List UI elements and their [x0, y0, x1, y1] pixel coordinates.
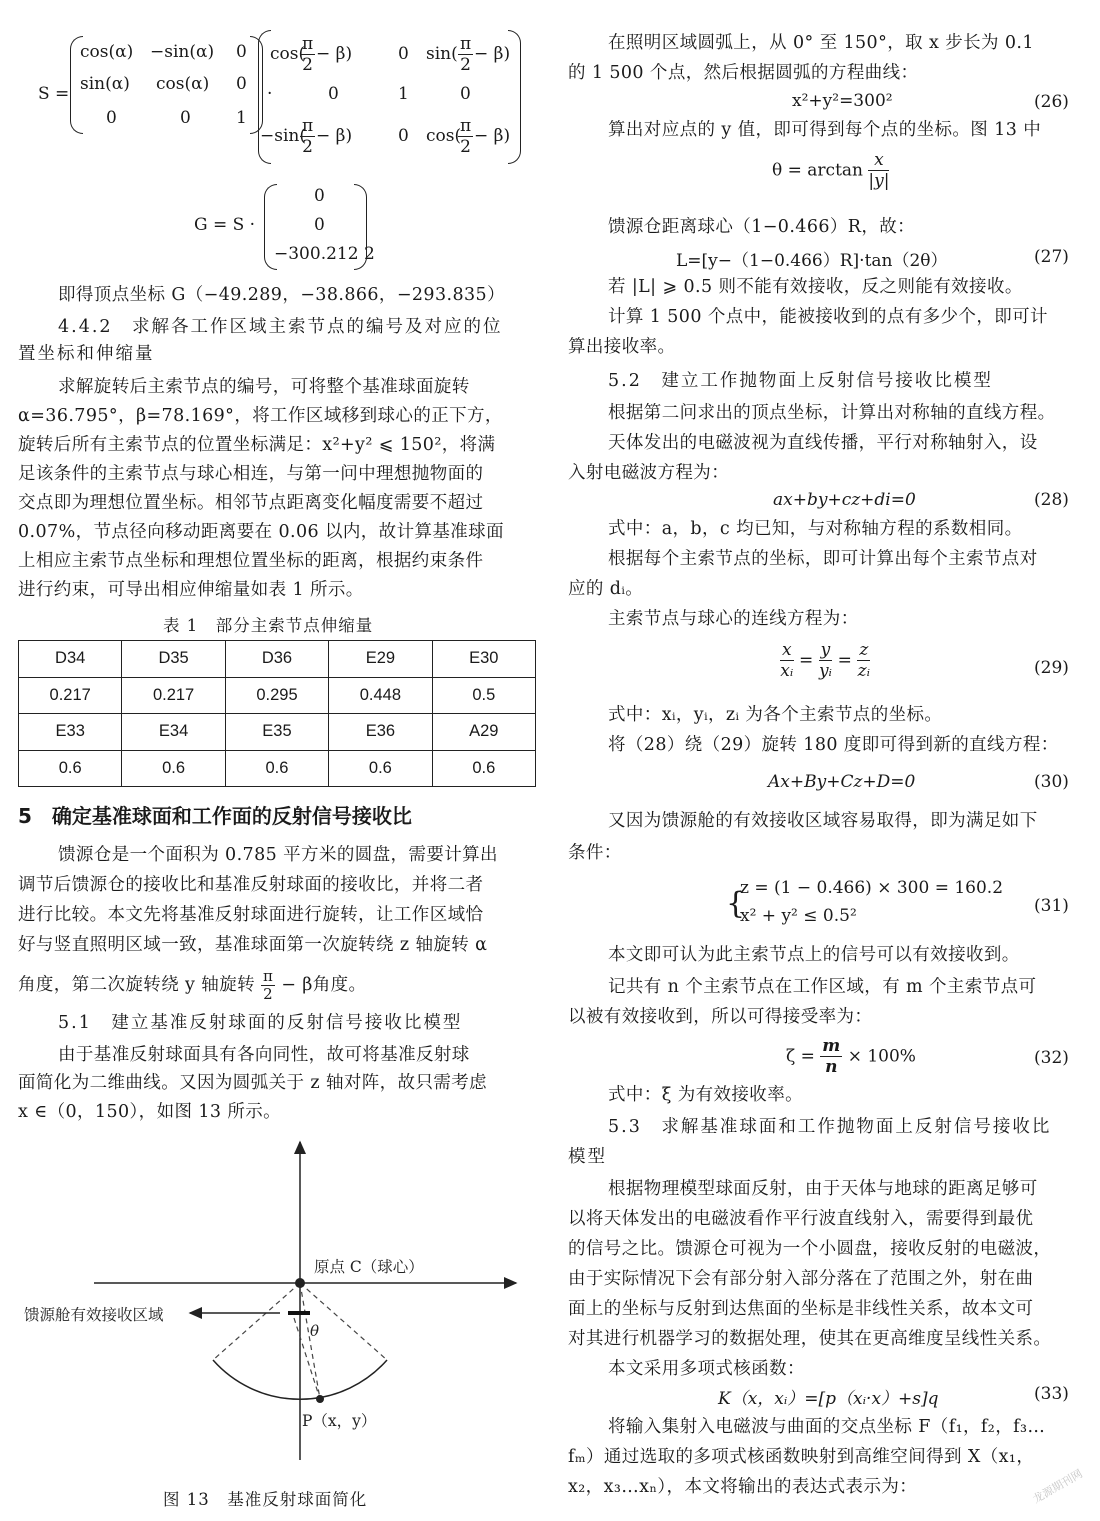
paragraph-line: 以被有效接收到，所以可得接受率为： — [568, 1007, 873, 1027]
paragraph-line: 本文即可认为此主索节点上的信号可以有效接收到。 — [608, 945, 1020, 965]
frac-bottom: 2 — [302, 137, 313, 157]
frac-top: z — [859, 640, 869, 660]
table-cell: 0.6 — [432, 750, 535, 787]
equation-28: ax+by+cz+di=0 — [773, 490, 916, 510]
theta-equation — [772, 150, 889, 191]
paragraph-line: 式中：xᵢ，yᵢ，zᵢ 为各个主索节点的坐标。 — [608, 705, 943, 725]
matrix-dot: · — [267, 84, 273, 104]
table-cell: 0.6 — [329, 750, 432, 787]
equation-31-b: x² + y² ≤ 0.5² — [740, 906, 857, 926]
frac-bottom: yᵢ — [818, 661, 832, 681]
equation-31-a: z = (1 − 0.466) × 300 = 160.2 — [740, 878, 1004, 898]
table-cell: D34 — [19, 641, 122, 678]
equation-number: (31) — [1034, 896, 1069, 916]
paragraph-line: 式中：a，b，c 均已知，与对称轴方程的系数相同。 — [608, 519, 1023, 539]
equation-number: (30) — [1034, 772, 1069, 792]
paragraph-line: 由于实际情况下会有部分射入部分落在了范围之外，射在曲 — [568, 1269, 1034, 1289]
paragraph-line: 对其进行机器学习的数据处理，使其在更高维度呈线性关系。 — [568, 1329, 1052, 1349]
table-cell: 0.217 — [19, 677, 122, 714]
matrix-cell: −300.212 2 — [274, 244, 375, 264]
matrix-s-lhs: S = — [38, 84, 70, 104]
matrix-cell: 0 — [398, 44, 409, 64]
matrix-cell: − β) — [474, 126, 511, 146]
matrix-cell: 0 — [398, 126, 409, 146]
table-row — [19, 641, 536, 678]
frac-top: m — [822, 1036, 841, 1056]
text: 角度，第二次旋转绕 y 轴旋转 — [18, 975, 256, 995]
table-cell: D35 — [122, 641, 225, 678]
section-heading-5: 5 确定基准球面和工作面的反射信号接收比 — [18, 804, 412, 828]
matrix-cell: 0 — [180, 108, 191, 128]
paragraph-line: 算出接收率。 — [568, 337, 676, 357]
point-p — [316, 1395, 324, 1403]
frac-top: π — [262, 967, 274, 985]
paragraph-line: 根据每个主索节点的坐标，即可计算出每个主索节点对 — [608, 549, 1038, 569]
paragraph-line: 计算 1 500 个点中，能被接收到的点有多少个，即可计 — [608, 307, 1048, 327]
origin-point — [295, 1278, 305, 1288]
equation-26: x²+y²=300² — [792, 91, 893, 111]
frac-bottom: 2 — [263, 985, 274, 1003]
equation-29 — [780, 640, 870, 681]
matrix-cell: 0 — [328, 84, 339, 104]
paragraph-line: 好与竖直照明区域一致，基准球面第一次旋转绕 z 轴旋转 α — [18, 935, 488, 955]
frac-bottom: 2 — [302, 55, 313, 75]
subsection-heading-5-1: 5.1 建立基准反射球面的反射信号接收比模型 — [58, 1013, 463, 1033]
paragraph-line: 0.07%，节点径向移动距离要在 0.06 以内，故计算基准球面 — [18, 522, 504, 542]
ray-line — [300, 1283, 320, 1399]
equation-27: L=[y−（1−0.466）R]·tan（2θ） — [676, 251, 948, 271]
subsection-heading-5-3: 5.3 求解基准球面和工作抛物面上反射信号接收比 — [608, 1117, 1052, 1137]
matrix-cell: − β) — [474, 44, 511, 64]
theta-label: θ — [310, 1322, 320, 1340]
frac-top: y — [820, 640, 831, 660]
point-p-label: P（x，y） — [302, 1412, 377, 1430]
table-cell: E29 — [329, 641, 432, 678]
matrix-g-lhs: G = S · — [194, 215, 256, 235]
figure-caption: 图 13 基准反射球面简化 — [163, 1490, 368, 1509]
paragraph-line: 馈源仓距离球心（1−0.466）R，故： — [608, 217, 916, 237]
matrix-frac — [458, 34, 473, 75]
origin-label: 原点 C（球心） — [314, 1258, 424, 1276]
matrix-cell: cos( — [426, 126, 462, 146]
paragraph-line: 应的 dᵢ。 — [568, 579, 644, 599]
frac-bottom: n — [825, 1057, 838, 1077]
paragraph-line: 将输入集射入电磁波与曲面的交点坐标 F（f₁，f₂，f₃… — [608, 1417, 1046, 1437]
table-cell: E36 — [329, 714, 432, 751]
text: − β角度。 — [281, 975, 367, 995]
frac-bottom: xᵢ — [780, 661, 794, 681]
frac-top: π — [460, 116, 472, 136]
matrix-cell: 1 — [236, 108, 247, 128]
table-cell: 0.448 — [329, 677, 432, 714]
paragraph-line: 算出对应点的 y 值，即可得到每个点的坐标。图 13 中 — [608, 120, 1042, 140]
paragraph-line: 根据物理模型球面反射，由于天体与地球的距离足够可 — [608, 1179, 1038, 1199]
matrix-cell: 0 — [106, 108, 117, 128]
equation-33: K（x，xᵢ）=[p（xᵢ·x）+s]q — [718, 1389, 939, 1409]
region-label: 馈源舱有效接收区域 — [24, 1306, 164, 1324]
paragraph-line: 将（28）绕（29）旋转 180 度即可得到新的直线方程： — [608, 735, 1059, 755]
equation-30: Ax+By+Cz+D=0 — [768, 772, 916, 792]
equation-number: (32) — [1034, 1048, 1069, 1068]
matrix-s-m1 — [78, 42, 248, 132]
matrix-cell: 0 — [236, 42, 247, 62]
table-caption: 表 1 部分主索节点伸缩量 — [163, 616, 374, 635]
equation-fraction — [780, 640, 794, 681]
table-cell: E33 — [19, 714, 122, 751]
matrix-cell: 0 — [236, 74, 247, 94]
frac-top: x — [868, 150, 889, 171]
paragraph-line: x ∈（0，150），如图 13 所示。 — [18, 1102, 282, 1122]
matrix-frac — [458, 116, 473, 157]
paragraph-line: 面简化为二维曲线。又因为圆弧关于 z 轴对阵，故只需考虑 — [18, 1073, 488, 1093]
paragraph-line: 以将天体发出的电磁波看作平行波直线射入，需要得到最优 — [568, 1209, 1034, 1229]
equation-number: (33) — [1034, 1384, 1069, 1404]
matrix-cell: − β) — [316, 126, 353, 146]
matrix-cell: sin(α) — [80, 74, 130, 94]
paragraph-line: 条件： — [568, 843, 622, 863]
matrix-cell: 0 — [460, 84, 471, 104]
vertex-coordinate-line: 即得顶点坐标 G（−49.289，−38.866，−293.835） — [58, 285, 505, 305]
subsection-heading-5-3-cont: 模型 — [568, 1147, 607, 1167]
matrix-cell: −sin(α) — [150, 42, 215, 62]
table-cell: 0.6 — [225, 750, 328, 787]
equation-fraction — [868, 150, 889, 191]
table-cell: E34 — [122, 714, 225, 751]
matrix-cell: 0 — [314, 186, 325, 206]
matrix-bracket — [508, 30, 521, 164]
table-cell: 0.217 — [122, 677, 225, 714]
paragraph-line: 调节后馈源仓的接收比和基准反射球面的接收比，并将二者 — [18, 875, 484, 895]
paragraph-line: 天体发出的电磁波视为直线传播，平行对称轴射入，设 — [608, 433, 1038, 453]
paragraph-line: 上相应主索节点坐标和理想位置坐标的距离，根据约束条件 — [18, 551, 484, 571]
table-cell: E30 — [432, 641, 535, 678]
paragraph-line: 根据第二问求出的顶点坐标，计算出对称轴的直线方程。 — [608, 403, 1056, 423]
paragraph-line: 面上的坐标与反射到达焦面的坐标是非线性关系，故本文可 — [568, 1299, 1034, 1319]
paragraph-line: 主索节点与球心的连线方程为： — [608, 609, 859, 629]
figure-13-diagram — [18, 1130, 528, 1470]
matrix-cell: 0 — [314, 215, 325, 235]
frac-top: π — [460, 34, 472, 54]
equation-number: (29) — [1034, 658, 1069, 678]
matrix-s-m2 — [260, 34, 511, 164]
paragraph-line: 入射电磁波方程为： — [568, 463, 730, 483]
frac-bottom: zᵢ — [857, 661, 870, 681]
frac-top: x — [782, 640, 792, 660]
subsection-heading-4-4-2: 4.4.2 求解各工作区域主索节点的编号及对应的位 — [58, 317, 503, 337]
paragraph-line: 馈源仓是一个面积为 0.785 平方米的圆盘，需要计算出 — [58, 845, 498, 865]
frac-bottom: 2 — [460, 55, 471, 75]
paragraph-line: 进行比较。本文先将基准反射球面进行旋转，让工作区域恰 — [18, 905, 484, 925]
paragraph-line: 交点即为理想位置坐标。相邻节点距离变化幅度需要不超过 — [18, 493, 484, 513]
paragraph-line: 旋转后所有主索节点的位置坐标满足：x²+y² ⩽ 150²，将满 — [18, 435, 496, 455]
matrix-bracket — [354, 184, 367, 270]
matrix-cell: cos(α) — [156, 74, 210, 94]
paragraph-line: 的信号之比。馈源仓可视为一个小圆盘，接收反射的电磁波， — [568, 1239, 1052, 1259]
matrix-cell: cos( — [270, 44, 306, 64]
equals-sign: = — [799, 650, 814, 671]
paragraph-line-with-fraction — [18, 968, 366, 1003]
paragraph-line: 由于基准反射球面具有各向同性，故可将基准反射球 — [58, 1045, 470, 1065]
arc-boundary — [213, 1283, 300, 1360]
paragraph-line: 进行约束，可导出相应伸缩量如表 1 所示。 — [18, 580, 364, 600]
matrix-cell: 1 — [398, 84, 409, 104]
table-cell: A29 — [432, 714, 535, 751]
equals-sign: = — [837, 650, 852, 671]
subsection-heading-5-2: 5.2 建立工作抛物面上反射信号接收比模型 — [608, 371, 993, 391]
table-row — [19, 714, 536, 751]
paragraph-line: 的 1 500 个点，然后根据圆弧的方程曲线： — [568, 63, 919, 83]
paragraph-line: 式中：ξ 为有效接收率。 — [608, 1085, 804, 1105]
subsection-heading-4-4-2-cont: 置坐标和伸缩量 — [18, 344, 155, 364]
table-cell: D36 — [225, 641, 328, 678]
inline-fraction — [261, 968, 275, 1003]
table-cell: 0.6 — [19, 750, 122, 787]
equation-number: (28) — [1034, 490, 1069, 510]
equation-rhs: × 100% — [847, 1046, 916, 1067]
equation-32 — [786, 1036, 916, 1077]
paragraph-line: 求解旋转后主索节点的编号，可将整个基准球面旋转 — [58, 377, 470, 397]
paragraph-line: 若 |L| ⩾ 0.5 则不能有效接收，反之则能有效接收。 — [608, 277, 1023, 297]
matrix-cell: − β) — [316, 44, 353, 64]
frac-bottom: 2 — [460, 137, 471, 157]
table-cell: 0.295 — [225, 677, 328, 714]
table-cell: 0.6 — [122, 750, 225, 787]
paragraph-line: fₘ）通过选取的多项式核函数映射到高维空间得到 X（x₁， — [568, 1447, 1035, 1467]
table-cell: E35 — [225, 714, 328, 751]
watermark: 龙源期刊网 — [1030, 1467, 1085, 1506]
paragraph-line: 在照明区域圆弧上，从 0° 至 150°，取 x 步长为 0.1 — [608, 33, 1034, 53]
equation-number: (26) — [1034, 92, 1069, 112]
table-cell: 0.5 — [432, 677, 535, 714]
equation-fraction — [857, 640, 870, 681]
frac-bottom: |y| — [868, 171, 890, 191]
brace-icon: { — [726, 886, 746, 921]
paragraph-line: 又因为馈源舱的有效接收区域容易取得，即为满足如下 — [608, 811, 1038, 831]
equation-fraction — [820, 1036, 842, 1077]
node-stretch-table — [18, 640, 536, 787]
paragraph-line: 足该条件的主索节点与球心相连，与第一问中理想抛物面的 — [18, 464, 484, 484]
matrix-cell: −sin( — [260, 126, 306, 146]
matrix-frac — [300, 116, 315, 157]
matrix-cell: sin( — [426, 44, 458, 64]
equation-lhs: θ = arctan — [772, 160, 863, 181]
frac-top: π — [302, 34, 314, 54]
table-row — [19, 677, 536, 714]
equation-fraction — [819, 640, 833, 681]
equation-lhs: ζ = — [786, 1046, 815, 1067]
paragraph-line: 记共有 n 个主索节点在工作区域，有 m 个主索节点可 — [608, 977, 1037, 997]
paragraph-line: 本文采用多项式核函数： — [608, 1359, 805, 1379]
paragraph-line: x₂，x₃…xₙ），本文将输出的表达式表示为： — [568, 1477, 918, 1497]
frac-top: π — [302, 116, 314, 136]
matrix-frac — [300, 34, 315, 75]
equation-number: (27) — [1034, 247, 1069, 267]
table-row — [19, 750, 536, 787]
matrix-cell: cos(α) — [80, 42, 134, 62]
paragraph-line: α=36.795°，β=78.169°，将工作区域移到球心的正下方， — [18, 406, 503, 426]
